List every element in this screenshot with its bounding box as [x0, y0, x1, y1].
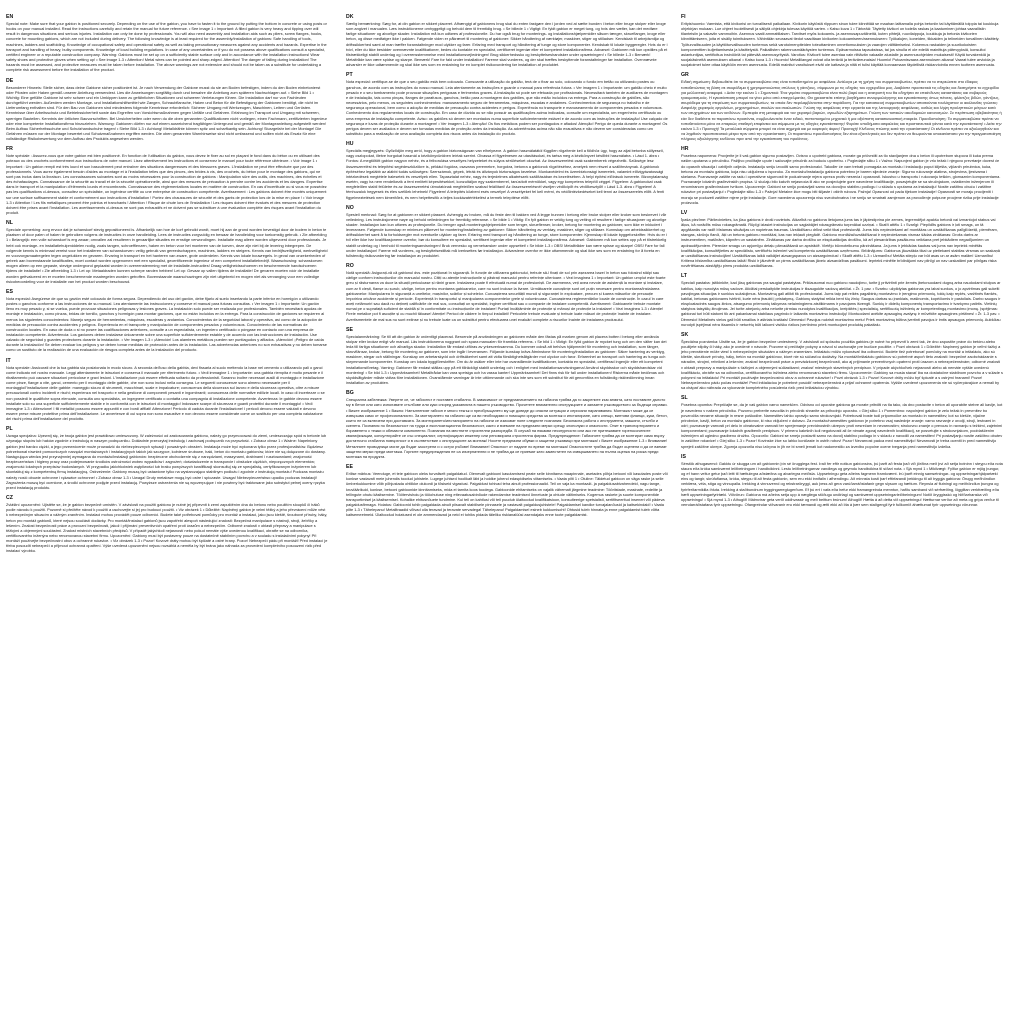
language-section-it: [6, 358, 328, 422]
language-section-dk: [346, 14, 668, 67]
language-section-en: [6, 14, 328, 73]
safety-note-text: Notă specială: Asigurați-vă că gabionul dvs. este poziționat în siguranță. În funcție de utilizarea gabionului, trebuie să-l fixați de sol prin așezarea bazei în beton sau folosind stâlpi sau cârlige conform instrucțiunilor din manualul nostru. Citiți cu atenție instrucțiunile și păstrați manualul pentru referințe ulterioare. • Vezi imaginea 1 • Important: Un gabion umplut este foarte greu și răsturnarea va duce la situații periculoase și răniri grave. Instalarea poate fi efectuată numai de profesioniști. De asemenea, veți avea nevoie de asistență la montare și instalare, cum ar fi clești, flanșe cu șurub, cârlige, beton pentru montarea gabioanelor, care nu sunt incluse la livrare. Următoarele cunoștințe sunt cel puțin necesare pentru montarea/instalarea gabioanelor: Manipularea în siguranță a uneltelor, mașinilor, scărilor și schelelor. Cunoașterea securității muncii și siguranței în exploatare, precum și luarea măsurilor de precauție împotriva oricăror accidente și pericole. Experiență în transportul și manipularea componentelor grele și voluminoase. Cunoașterea reglementărilor locale de construcție. În cazul în care aveți nelămuriri sau dacă nu dețineți calificările de mai sus, consultați un specialist, inginer certificat sau o companie de instalare competentă. Avertisment: Gabioanele trebuie montate numai pe o suprafață suficient de stabilă și în conformitate cu instrucțiunile de instalare! Purtați încălțăminte de protecție și mănuși de protecție la instalare! • Vezi imaginea 1-3 • Atenție! Firele metalice pot fi ascuțite și cu muchii tăioase! Atenție! Pericol de cădere în timpul instalării! Pericolele trebuie evaluate și trebuie luate măsuri de protecție înainte de instalare. Avertismentele de mai sus nu sunt extinse și nu trebuie luate ca un substitut pentru efectuarea unei evaluări complete a riscurilor înainte de instalarea produsului.: [346, 270, 666, 322]
safety-note-text: Special note: Make sure that your gabion is positioned securely. Depending on the use of the gabion, you have to fasten it to the ground by putting the bottom in concrete or using posts or hooks on your manual installed. Read the instructions carefully and retain the manual for future reference. • See image 1 • Important: A filled gabion is very heavy and tipping over will result in dangerous situations and serious injuries. Installation can only be done by professionals. You will also need assembly and installation aids such as pliers, screw flanges, hooks, concrete for mounting gabions, which are not included during delivery. The following knowledge is at least required for the assembly/installation of gabions: Safe handling of tools, machines, ladders and scaffolding. Knowledge of occupational safety and operational safety as well as taking precautionary measures against any accidents and hazards. Expertise in the transport and handling of heavy, bulky components. Knowledge of local building regulations. In case of any uncertainties or if you do not possess above qualifications consult a specialist, certified engineer or a reputable construction company. Warning: Gabions must be set up on a sufficiently stable surface only and in accordance with the installation instructions! Wear safety shoes and protective gloves when setting up! • See image 1-3 • Attention! Metal wires can be pointed and sharp-edged. Attention! The danger of falling during installation! The hazards must be assessed, and protective measures must be taken before installation. The above warnings are not extensive and should not be taken as a substitute for undertaking a complete risk assessment before the installation of the product.: [6, 21, 327, 73]
language-code: IS: [681, 453, 686, 460]
language-code: NL: [6, 220, 13, 227]
language-code: DE: [6, 77, 14, 84]
language-code: PL: [6, 426, 13, 433]
safety-note-text: Zvláštní upozornění: Ujistěte se, že je gabion bezpečně umístěn. V závislosti na použití gabionu je nutné jej připevnit k zemi zapuštěním dna do betonu nebo použitím sloupků či háků podle návodu k použití. Pozorně si přečtěte návod k použití a uschovejte si jej pro budoucí použití. • Viz obrázek 1 • Důležité: Naplněný gabion je velmi těžký a jeho převrácení může vést k nebezpečným situacím a vážným zraněním. Instalaci mohou provádět pouze odborníci. Budete také potřebovat pomůcky pro montáž a instalaci, jako jsou kleště, šroubové příruby, háky, beton pro montáž gabionů, které nejsou součástí dodávky. Pro montáž/instalaci gabionů jsou zapotřebí alespoň následující znalosti: Bezpečná manipulace s nástroji, stroji, žebříky a lešením. Znalost bezpečnosti práce a provozní bezpečnosti, jakož i přijímání preventivních opatření proti úrazům a nebezpečím. Odborné znalosti v oblasti přepravy a manipulace s těžkými a objemnými součástmi. Znalost místních stavebních předpisů. V případě jakýchkoli nejasností nebo pokud nemáte výše uvedenou kvalifikaci, obraťte se na odborníka, certifikovaného inženýra nebo renomovanou stavební firmu. Upozornění: Gabiony musí být postaveny pouze na dostatečně stabilním povrchu a v souladu s instalačními pokyny! Při montáži používejte bezpečnostní obuv a ochranné rukavice. • Viz obrázek 1-3 • Pozor! Kovové dráty mohou být špičaté a ostré hrany. Pozor! Nebezpečí pádu při montáži! Před instalací je třeba posoudit nebezpečí a přijmout ochranná opatření. Výše uvedená upozornění nejsou rozsáhlá a neměla by být brána jako náhrada za provedení kompletního posouzení rizik před instalací výrobku.: [6, 502, 328, 554]
language-code: HU: [346, 141, 354, 148]
language-section-de: [6, 78, 328, 142]
safety-note-text: Posebna napomena: Provjerite je li vaš gabion sigurno postavljen. Ovisno o upotrebi gabiona, morate ga pričvrstiti za tlo stavljanjem dna u beton ili upotrebom stupova ili kuka prema našim uputama u priručniku. Pažljivo pročitajte upute i sačuvajte priručnik za buduću upotrebu. • Pogledajte sliku 1 • Važno: Napunjeni gabion je vrlo težak i njegovo prevrtanje dovest će do opasnih situacija i ozbiljnih ozljeda. Instalaciju smiju izvoditi samo profesionalci. Također će vam trebati pomagala za montažu i instalaciju poput kliješta, vijčanih prirubnica, kuka, betona za montažu gabiona, koja nisu uključena u isporuku. Za montažu/instalaciju gabiona potrebno je barem sljedeće znanje: Sigurno rukovanje alatima, strojevima, ljestvama i skelama. Poznavanje zaštite na radu i operativne sigurnosti te poduzimanje mjera opreza protiv nesreća i opasnosti. Iskustvo u transportu i rukovanju teškim, glomaznim komponentama. Poznavanje lokalnih građevinskih propisa. U slučaju bilo kakvih nejasnoća ili ako ne posjedujete gore navedene kvalifikacije, posavjetujte se sa stručnjakom, ovlaštenim inženjerom ili renomiranom građevinskom tvrtkom. Upozorenje: Gabioni se smiju postavljati samo na dovoljno stabilnu podlogu i u skladu s uputama za instalaciju! Nosite zaštitnu obuću i zaštitne rukavice pri postavljanju! • Pogledajte sliku 1-3 • Pažnja! Metalne žice mogu biti šiljaste i oštrih rubova. Pažnja! Opasnost od pada tijekom instalacije! Opasnosti se moraju procijeniti i moraju se poduzeti zaštitne mjere prije instalacije. Gore navedena upozorenja nisu sveobuhvatna i ne smiju se smatrati zamjenom za provođenje potpune procjene rizika prije instalacije proizvoda.: [681, 153, 1001, 205]
safety-note-text: Spesiell merknad: Sørg for at gabionen er sikkert plassert. Avhengig av bruken, må du feste den til bakken ved å legge bunnen i betong eller bruke stolper eller kroker som beskrevet i vår veiledning. Les instruksjonene nøye og behold veiledningen for fremtidig referanse. • Se bilde 1 • Viktig: En fylt gabion er veldig tung og velting vil resultere i farlige situasjoner og alvorlige skader. Installasjon kan kun utføres av profesjonelle. Du trenger også monteringshjelpemidler som tenger, skrueflenser, kroker, betong for montering av gabioner, som ikke er inkludert i leveransen. Følgende kunnskap er minimum påkrevet for montering/installering av gabioner: Sikker håndtering av verktøy, maskiner, stiger og stillaser. Kunnskap om arbeidssikkerhet og driftssikkerhet samt å ta forholdsregler mot eventuelle ulykker og farer. Erfaring med transport og håndtering av tunge, store komponenter. Kjennskap til lokale byggeforskrifter. Hvis du er i tvil eller ikke har kvalifikasjonene ovenfor, bør du konsultere en spesialist, sertifisert ingeniør eller et kompetent installasjonsfirma. Advarsel: Gabionen må kun settes opp på et tilstrekkelig stabilt underlag og i henhold til monteringsanvisningen! Bruk vernesko og vernehansker under oppsettet! • Se bilde 1-3 • OBS! Metalltråder kan være spisse og skarpe! OBS! Fare for fall under installasjon! Farene må vurderes, og beskyttelsestiltak må iverksettes før installasjon. Advarslene ovenfor er ikke uttømmende og skal ikke ses som en erstatning for å foreta en fullstendig risikovurdering før installasjon av produktet.: [346, 211, 667, 258]
language-code: FR: [6, 146, 13, 153]
language-code: CZ: [6, 495, 13, 502]
language-section-ee: [346, 464, 668, 517]
language-code: EN: [6, 14, 14, 20]
language-section-ro: [346, 263, 668, 322]
language-section-hr: [681, 146, 1003, 205]
language-code: FI: [681, 14, 686, 20]
safety-note-text: Speciali pastaba: įsitikinkite, kad jūsų gabionas yra saugiai pastatytas. Priklausomai nuo gabiono naudojimo, turite jį pritvirtinti prie žemės įbetonuodami dugną arba naudodami stulpus ar kablius, kaip nurodyta mūsų vadove. Atidžiai perskaitykite instrukcijas ir išsaugokite vadovą ateičiai. • Žr. 1 pav. • Svarbu: užpildytas gabionas yra labai sunkus, o jo apvirtimas gali sukelti pavojingas situacijas ir sunkius sužalojimus. Montavimą gali atlikti tik profesionalai. Jums taip pat reikės pagalbinių montavimo ir įrengimo priemonių, tokių kaip replės, varžtinės flanšės, kabliai, betonas gabionams tvirtinti, kurie nėra įtraukti į pristatymą. Gabionų statybai reikia bent šių žinių: Saugus darbas su įrankiais, mašinomis, kopėčiomis ir pastoliais. Darbo saugos ir eksploatacinės saugos žinios, atsargumo priemonių taikymas nelaimingiems atsitikimams ir pavojams išvengti. Sunkių ir didelių komponentų transportavimo ir tvarkymo patirtis. Vietinių statybos taisyklių žinojimas. Jei turite abejonių arba neturite pirmiau nurodytos kvalifikacijos, kreipkitės į specialistą, sertifikuotą inžinierių ar kompetentingą montavimo įmonę. Įspėjimas: gabionai turi būti statomi tik ant pakankamai stabilaus pagrindo ir laikantis montavimo instrukcijų! Montuodami avėkite apsauginę avalynę ir mūvėkite apsaugines pirštines! • Žr. 1-3 pav. • Dėmesio! Metalinės vielos gali būti smailios ir aštriais kraštais! Dėmesio! Pavojus nukristi montavimo metu! Prieš montavimą būtina įvertinti pavojus ir imtis apsaugos priemonių. Aukščiau nurodyti įspėjimai nėra išsamūs ir neturėtų būti laikomi visiško rizikos įvertinimo prieš montuojant produktą pakaitalu.: [681, 280, 1001, 327]
language-code: BG: [346, 390, 354, 397]
language-section-nl: [6, 220, 328, 284]
language-code: ES: [6, 288, 13, 295]
language-code: RO: [346, 263, 354, 270]
column-left: [6, 14, 328, 559]
language-code: PT: [346, 72, 353, 79]
language-code: GR: [681, 72, 689, 79]
language-section-lt: [681, 273, 1003, 326]
safety-note-text: Ειδική σημείωση: Βεβαιωθείτε ότι το συρματοκιβώτιο σας είναι τοποθετημένο με ασφάλεια. Ανάλογα με τη χρήση του συρματοκιβωτίου, πρέπει να το στερεώσετε στο έδαφος τοποθετώντας τη βάση σε σκυρόδεμα ή χρησιμοποιώντας στύλους ή γάντζους, σύμφωνα με τις οδηγίες του εγχειριδίου μας. Διαβάστε προσεκτικά τις οδηγίες και διατηρήστε το εγχειρίδιο για μελλοντική αναφορά. • Δείτε την εικόνα 1 • Σημαντικό: Ένα γεμάτο συρματοκιβώτιο είναι πολύ βαρύ και η ανατροπή του θα οδηγήσει σε επικίνδυνες καταστάσεις και σοβαρούς τραυματισμούς. Η εγκατάσταση μπορεί να γίνει μόνο από επαγγελματίες. Θα χρειαστείτε επίσης βοηθήματα συναρμολόγησης και εγκατάστασης όπως πένσες, φλάντζες βιδών, γάντζους, σκυρόδεμα για τη στερέωση των συρματοκιβωτίων, τα οποία δεν περιλαμβάνονται στην παράδοση. Για την κατασκευή συρματοκιβωτίων απαιτούνται τουλάχιστον οι ακόλουθες γνώσεις: Ασφαλής χειρισμός εργαλείων, μηχανημάτων, σκαλών και σκαλωσιών. Γνώση της ασφάλειας στην εργασία και της λειτουργικής ασφάλειας, καθώς και λήψη προληπτικών μέτρων κατά των ατυχημάτων και των κινδύνων. Εμπειρία στη μεταφορά και τον χειρισμό βαριών, ογκωδών εξαρτημάτων. Γνώση των τοπικών οικοδομικών κανονισμών. Σε περίπτωση αβεβαιότητας ή εάν δεν διαθέτετε τα παραπάνω προσόντα, συμβουλευτείτε έναν ειδικό, πιστοποιημένο μηχανικό ή μια αξιόπιστη κατασκευαστική εταιρεία. Προειδοποίηση: Τα συρματοκιβώτια πρέπει να τοποθετούνται μόνο σε επαρκώς σταθερή επιφάνεια και σύμφωνα με τις οδηγίες εγκατάστασης! Φοράτε υποδήματα ασφαλείας και προστατευτικά γάντια κατά την εγκατάσταση! • Δείτε την εικόνα 1-3 • Προσοχή! Τα μεταλλικά σύρματα μπορεί να είναι αιχμηρά και με κοφτερές άκρες! Προσοχή! Κίνδυνος πτώσης κατά την εγκατάσταση! Οι κίνδυνοι πρέπει να αξιολογηθούν και να ληφθούν προστατευτικά μέτρα πριν από την εγκατάσταση. Οι παραπάνω προειδοποιήσεις δεν είναι εξαντλητικές και δεν πρέπει να θεωρούνται υποκατάστατο για την πραγματοποίηση πλήρους αξιολόγησης κινδύνου πριν από την εγκατάσταση του προϊόντος.: [681, 79, 1002, 142]
safety-note-text: Nota especial: Asegúrese de que su gavión esté colocado de forma segura. Dependiendo del uso del gavión, debe fijarlo al suelo insertando la parte inferior en hormigón o utilizando postes o ganchos conforme a las instrucciones de su manual. Lea atentamente las instrucciones y conserve el manual para futuras consultas. • Ver imagen 1 • Importante: Un gavión lleno es muy pesado y, si se vuelca, puede provocar situaciones peligrosas y lesiones graves. La instalación solo puede ser realizada por profesionales. También necesitará ayudas de montaje e instalación, como pinzas, bridas de tornillo, ganchos y hormigón para montar gaviones, que no están incluidos en la entrega. Para la construcción de gaviones se requieren al menos los siguientes conocimientos: Manejo seguro de herramientas, máquinas, escaleras y andamios. Conocimientos de la seguridad laboral y operativa, así como de la adopción de medidas de precaución contra accidentes y peligros. Experiencia en el transporte y manipulación de componentes pesados y voluminosos. Conocimiento de las normativas de construcción locales. En caso de duda o si no posee las cualificaciones anteriores, consulte a un especialista, un ingeniero certificado o póngase en contacto con una empresa de instalación competente. Advertencia: Los gaviones deben instalarse únicamente sobre una superficie suficientemente estable y de acuerdo con las instrucciones de instalación. Use calzado de seguridad y guantes protectores durante la instalación. • Ver imagen 1-3 • ¡Atención! Los alambres metálicos pueden ser puntiagudos y afilados. ¡Atención! ¡Peligro de caída durante la instalación! Se deben evaluar los peligros y se deben tomar medidas de protección antes de la instalación. Las advertencias anteriores no son exhaustivas y no deben tomarse como un sustituto de la realización de una evaluación de riesgos completa antes de la instalación del producto.: [6, 295, 327, 353]
language-section-bg: [346, 390, 668, 459]
language-code: SE: [346, 326, 353, 333]
language-code: NO: [346, 204, 354, 211]
language-section-hu: [346, 141, 668, 200]
language-section-fr: [6, 146, 328, 215]
language-code: DK: [346, 14, 354, 20]
safety-note-text: Specialanmärkning: Se till att din gabion är ordentligt placerad. Beroende på användningen av gabionen måste den fästas på marken genom att placera botten i betong eller använda stolpar eller krokar enligt vår manual. Läs instruktionerna noggrant och spara manualen för framtida referens. • Se bild 1 • Viktigt: En fylld gabion är mycket tung och om den välter kan det leda till farliga situationer och allvarliga skador. Installation får endast utföras av yrkesverksamma. Du kommer också att behöva hjälpmedel för montering och installation, som tänger, skruvflänsar, krokar, betong för montering av gabioner, som inte ingår i leveransen. Följande kunskap krävs åtminstone för montering/installation av gabioner: Säker hantering av verktyg, maskiner, stegar och ställningar. Kunskap om arbetarskydd och driftsäkerhet samt att vidta försiktighetsåtgärder mot olyckor och faror. Erfarenhet av transport och hantering av tunga och skrymmande komponenter. Kunskap om lokala byggföreskrifter. Om du är osäker eller inte har ovanstående kvalifikationer, kontakta en specialist, certifierad ingenjör eller ett kompetent installationsföretag. Varning: Gabioner får endast ställas upp på ett tillräckligt stabilt underlag och i enlighet med installationsanvisningarna! Använd skyddsskor och skyddshandskar vid montering! • Se bild 1-3 • Uppmärksamhet! Metalltrådar kan vara spetsiga och ha vassa kanter! Uppmärksamhet! Det finns risk för fall under installationen! Riskerna måste bedömas och skyddsåtgärder måste vidtas före installationen. Ovanstående varningar är inte uttömmande och ska inte ses som ett substitut för att genomföra en fullständig riskbedömning innan installation av produkten.: [346, 333, 667, 386]
safety-note-text: Sérstök athugasemd: Gakktu úr skugga um að gabíonnin þín sé örugglega fest. Það fer eftir notkun gabíonsins, þú þarft að festa það við jörðina með því að setja botninn í steypu eða nota staura eða króka samkvæmt leiðbeiningum í handbókinni. Lestu leiðbeiningarnar vandlega og geymdu handbókina til síðari nota. • Sjá mynd 1 • Mikilvægt: Fylltur gabíon er mjög þungur, og ef hann veltur getur það leitt til hættulegra aðstæðna og alvarlegra meiðsla. Uppsetningu geta aðeins fagmenn framkvæmt. Þú þarft einnig samsetningar- og uppsetningarhjálpartæki eins og tangir, skrúfuflansa, króka, steypu til að festa gabíonin, sem eru ekki innifalin í afhendingu. Að minnsta kosti þarf eftirfarandi þekkingu til að byggja gabíona: Örugg meðhöndlun verkfæra, véla, stiga og vinnupalla. Þekking á vinnuvernd og rekstraröryggi, auk þess að gera varúðarráðstafanir gegn slysum og hættum. Reynsla af flutningi og meðhöndlun þungra og fyrirferðarmikilla íhluta. Þekking á staðbundnum byggingarreglugerðum. Ef þú ert í vafa eða hefur ekki framangreinda menntun, hafðu samband við sérfræðing, löggiltan verkfræðing eða hæft uppsetningarfyrirtæki. Viðvörun: Gabíona má aðeins setja upp á nægilega stöðugu undirlagi og samkvæmt uppsetningarleiðbeiningum! Notið öryggisskó og hlífðarhanska við uppsetningu! • Sjá mynd 1-3 • Athugið! Málmvírar geta verið oddhvassir og með beittum brúnum! Athugið! Hætta á að detta við uppsetningu! Hætturnar verður að meta og grípa verður til verndarráðstafana fyrir uppsetningu. Ofangreindar viðvaranir eru ekki tæmandi og ætti ekki að líta á þær sem staðgengil fyrir fullkomið áhættumat fyrir uppsetningu vörunnar.: [681, 460, 1003, 508]
language-code: HR: [681, 146, 689, 153]
language-section-sl: [681, 395, 1003, 448]
language-section-lv: [681, 210, 1003, 269]
safety-note-text: Nota speciale: Assicurati che la tua gabbia sia posizionata in modo sicuro. A seconda dell'uso della gabbia, devi fissarla al suolo mettendo la base nel cemento o utilizzando pali o ganci come indicato nel nostro manuale. Leggi attentamente le istruzioni e conserva il manuale per riferimento futuro. • Vedi immagine 1 • Importante: una gabbia riempita è molto pesante e il ribaltamento può causare situazioni pericolose e gravi lesioni. L'installazione può essere effettuata soltanto da professionisti. Saranno inoltre necessari ausili di montaggio e installazione come pinze, flange a vite, ganci, cemento per il montaggio delle gabbie, che non sono inclusi nella consegna. Le seguenti conoscenze sono almeno necessarie per il montaggio/l'installazione delle gabbie: maneggio sicuro di strumenti, macchinari, scale e impalcature; conoscenza della sicurezza sul lavoro e della sicurezza operativa, oltre a misure precauzionali contro incidenti e rischi; esperienza nel trasporto e nella gestione di componenti pesanti e ingombranti; conoscenza delle normative edilizie locali. In caso di incertezze o se non possiedi le qualifiche sopra elencate, consulta uno specialista, un ingegnere certificato o contatta una compagnia di installazione competente. Avvertenza: le gabbie devono essere installate solo su una superficie sufficientemente stabile e in conformità con le istruzioni di montaggio! Indossare scarpe di sicurezza e guanti protettivi durante il montaggio! • Vedi immagine 1-3 • Attenzione! I fili metallici possono essere appuntiti e con bordi affilati! Attenzione! Pericolo di caduta durante l'installazione! I pericoli devono essere valutati e devono essere prese misure protettive prima dell'installazione. Le avvertenze di cui sopra non sono esaustive e non devono essere considerate come un sostituto per una completa valutazione dei rischi prima dell'installazione del prodotto.: [6, 364, 325, 422]
language-code: LT: [681, 273, 687, 280]
safety-note-text: Uwaga specjalna: Upewnij się, że twoja gabion jest prawidłowo umieszczony. W zależności od zastosowania gabionu, należy go przymocować do ziemi, umieszczając spód w betonie lub używając słupów lub haków zgodnie z instrukcją w naszym podręczniku. Dokładnie przeczytaj instrukcję i zachowaj podręcznik na przyszłość. • Zobacz obraz 1 • Ważne: Napełniony gabion jest bardzo ciężki, a jego przewrócenie może prowadzić do niebezpiecznych sytuacji i poważnych obrażeń. Instalacja może być wykonana tylko przez profesjonalistów. Będziesz potrzebował również pomocniczych narzędzi montażowych i instalacyjnych takich jak szczypce, kołnierze śrubowe, haki, beton do montażu gabionów, które nie są dołączone do dostawy. Następująca wiedza jest przynajmniej wymagana do montażu/instalacji gabionów: bezpieczne obchodzenie się z narzędziami, maszynami, drabinami i rusztowaniami; znajomość bezpieczeństwa i higieny pracy oraz podejmowanie środków ostrożności wobec wypadków i zagrożeń; doświadczenie w transporcie i obsłudze ciężkich, nieporęcznych elementów; znajomość lokalnych przepisów budowlanych. W przypadku jakichkolwiek wątpliwości lub braku powyższych kwalifikacji skonsultuj się ze specjalistą, certyfikowanym inżynierem lub skontaktuj się z kompetentną firmą instalacyjną. Ostrzeżenie: Gabiony muszą być ustawione tylko na wystarczająco stabilnym podłożu i zgodnie z instrukcją montażu! Podczas montażu należy nosić obuwie ochronne i rękawice ochronne! • Zobacz obraz 1-3 • Uwaga! Druty metalowe mogą być ostre i spiczaste. Uwaga! Niebezpieczeństwo upadku podczas instalacji! Zagrożenia muszą być ocenione, a środki ochronne podjęte przed instalacją. Powyższe ostrzeżenia nie są wyczerpujące i nie powinny być traktowane jako substytut pełnej oceny ryzyka przed instalacją produktu.: [6, 433, 327, 490]
column-right: [681, 14, 1003, 512]
safety-note-text: Speciale opmerking: zorg ervoor dat je schanskorf stevig gepositioneerd is. Afhankelijk van hoe de korf gebruikt wordt, moet hij aan de grond worden bevestigd door de bodem in beton te plaatsen of door palen of haken te gebruiken volgens de instructies in onze handleiding. Lees de instructies zorgvuldig en bewaar de handleiding voor toekomstig gebruik. • Zie afbeelding 1 • Belangrijk: een volle schanskorf is erg zwaar; omvallen zal resulteren in gevaarlijke situaties en ernstige verwondingen. Installatie mag alleen worden uitgevoerd door professionals. Je hebt ook montage- en installatiehulpmiddelen nodig, zoals tangen, schroefflenzen, haken en beton voor het monteren van de korven, deze zijn niet bij de levering inbegrepen. De volgende kennis is minimaal vereist voor het installeren van schanskorven: veilig gebruik van gereedschappen, machines, ladders en steigers. Kennis van bedrijfsveiligheid, werkveiligheid en voorzorgsmaatregelen tegen ongelukken en gevaren. Ervaring in transport en het hanteren van zware, grote onderdelen. Kennis van lokale bouwregels. In geval van onzekerheden of gebrek aan bovenstaande kwalificaties, moet contact worden opgenomen met een specialist, gecertificeerde ingenieur of een competent installatiebedrijf. Waarschuwing: schanskorven mogen alleen op een gepaste, stevige ondergrond geplaatst worden in overeenstemming met de installatie-instructies! Draag veiligheidsschoenen en beschermende handschoenen tijdens de installatie! • Zie afbeelding 1-3 • Let op: Metaaldraden kunnen scherpe randen hebben! Let op: Gevaar op vallen tijdens de installatie! De gevaren moeten vóór de installatie worden geëvalueerd en er moeten beschermende maatregelen worden getroffen. Bovenstaande waarschuwingen zijn niet uitgebreid en mogen niet als vervanging voor een volledige risicobeoordeling voor de installatie van het product worden beschouwd.: [6, 227, 328, 284]
safety-note-text: Posebna opomba: Prepričajte se, da je vaš gabion varno nameščen. Odvisno od uporabe gabiona ga morate pritrditi na tla tako, da dno postavite v beton ali uporabite stebre ali kavlje, kot je navedeno v našem priročniku. Pozorno preberite navodila in priročnik shranite za prihodnjo uporabo. • Glej sliko 1 • Pomembno: napolnjeni gabion je zelo težak in prevrnitev bo povzročila nevarne situacije in resne poškodbe. Namestitev lahko opravijo samo strokovnjaki. Potrebovali boste tudi pripomočke za montažo in namestitev, kot so klešče, vijačne prirobnice, kavlji, beton za montažo gabionov, ki niso vključeni v dobavo. Za montažo/namestitev gabionov je potrebno vsaj naslednje znanje: varno ravnanje z orodji, stroji, lestvami in odri; poznavanje varnosti pri delu in obratovalne varnosti ter sprejemanje previdnostnih ukrepov proti nesrečam in nevarnostim; strokovno znanje o prevozu in ravnanju s težkimi, zajetnimi komponentami; poznavanje lokalnih gradbenih predpisov. V primeru kakršnih koli negotovosti ali če nimate zgoraj navedenih kvalifikacij, se posvetujte s strokovnjakom, pooblaščenim inženirjem ali ugledno gradbeno družbo. Opozorilo: Gabioni se smejo postaviti samo na dovolj stabilno podlago in v skladu z navodili za namestitev! Pri postavljanju nosite zaščitno obutev in zaščitne rokavice! • Glej sliko 1-3 • Pozor! Kovinske žice so lahko koničaste in ostrih robov! Pozor! Nevarnost padca med namestitvijo! Nevarnosti je treba oceniti in pred namestitvijo sprejeti zaščitne ukrepe. Zgornja opozorila niso izčrpna in jih ne bi smeli jemati kot nadomestilo za izvedbo popolne ocene tveganja pred namestitvijo izdelka.: [681, 402, 1003, 449]
language-section-gr: [681, 72, 1003, 141]
safety-note-text: Nota especial: certifique-se de que o seu gabião está bem colocado. Consoante a utilização do gabião, terá de o fixar ao solo, colocando o fundo em betão ou utilizando postes ou ganchos, de acordo com as instruções do nosso manual. Leia atentamente as instruções e guarde o manual para referência futura. • Ver imagem 1 • Importante: um gabião cheio é muito pesado e o seu tombamento pode provocar situações perigosas e ferimentos graves. A instalação só pode ser efetuada por profissionais. Necessitará também de auxiliares de montagem e de instalação, tais como pinças, flanges de parafusos, ganchos, betão para a montagem dos gabiões, que não estão incluídos na entrega. Para a construção de gabiões, são necessários, pelo menos, os seguintes conhecimentos: manuseamento seguro de ferramentas, máquinas, escadas e andaimes. Conhecimentos de segurança no trabalho e de segurança operacional, bem como a adoção de medidas de precaução contra acidentes e perigos. Experiência no transporte e manuseamento de componentes pesados e volumosos. Conhecimento dos regulamentos locais de construção. Em caso de dúvida ou se não possuir as qualificações acima indicadas, consulte um especialista, um engenheiro certificado ou uma empresa de instalação competente. Aviso: os gabiões só devem ser montados numa superfície suficientemente estável e de acordo com as instruções de instalação! Use calçado de segurança e luvas de proteção durante a montagem! • Ver imagem 1-3 • Atenção! Os fios metálicos podem ser pontiagudos e afiados! Atenção! Perigo de queda durante a montagem! Os perigos devem ser avaliados e devem ser tomadas medidas de proteção antes da instalação. As advertências acima não são exaustivas e não devem ser consideradas como um substituto para a realização de uma avaliação completa dos riscos antes da instalação do produto.: [346, 79, 668, 136]
language-section-pt: [346, 72, 668, 136]
safety-note-text: Īpaša piezīme: Pārliecinieties, ka jūsu gabions ir droši novietots. Atkarībā no gabiona lietojuma jums tas ir jāpiestiprina pie zemes, iegremdējot apakšu betonā vai izmantojot stabus vai āķus, kā norādīts mūsu rokasgrāmatā. Rūpīgi izlasiet instrukcijas un saglabājiet rokasgrāmatu turpmākai uzziņai. • Skatīt attēlu 1 • Svarīgi: Piepildīts gabions ir ļoti smags, un tā apgāšanās var radīt bīstamas situācijas un nopietnas traumas. Uzstādīšanu drīkst veikt tikai profesionāļi. Jums būs nepieciešami arī montāžas un uzstādīšanas palīglīdzekļi, piemēram, stangas, skrūvju flanči, āķi un betons gabionu montāžai, kas nav iekļauti piegādē. Gabionu montāžai/uzstādīšanai ir nepieciešamas vismaz šādas zināšanas: Drošs darbs ar instrumentiem, mašīnām, kāpnēm un sastatnēm. Zināšanas par darba drošību un ekspluatācijas drošību, kā arī piesardzības pasākumu veikšana pret jebkādiem negadījumiem un apdraudējumiem. Pieredze smagu un apjomīgu detaļu pārvadāšanā un apstrādē. Vietējo būvnoteikumu pārzināšana. Ja jums ir jebkādas šaubas vai jums nav iepriekš minētās kvalifikācijas, konsultējieties ar speciālistu, sertificētu inženieri vai kompetentu uzstādīšanas uzņēmumu. Brīdinājums: Gabionus jāuzstāda tikai uz pietiekami stabilas virsmas un saskaņā ar uzstādīšanas instrukcijām! Uzstādīšanas laikā valkājiet aizsargapavus un aizsargcimdus! • Skatīt attēlu 1-3 • Uzmanību! Metāla stiepļu var būt asas un ar asām malām! Uzmanību! Kritiena bīstamība uzstādīšanas laikā! Riski ir jāizvērtē un pirms uzstādīšanas jāveic aizsardzības pasākumi. Iepriekš minētie brīdinājumi nav pilnīgi un nav uzskatāmi par pilnīgas riska novērtēšanas aizstājēju pirms produkta uzstādīšanas.: [681, 216, 1000, 269]
language-section-cz: [6, 495, 328, 554]
safety-note-text: Særlig bemærkning: Sørg for, at din gabion er sikkert placeret. Afhængigt af gabionens brug skal du enten fastgøre den i jorden ved at sætte bunden i beton eller bruge stolper eller kroge som angivet i manualen. Læs instruktionerne omhyggeligt og behold dem til fremtidig brug. • Se billede 1 • Vigtigt: En fyldt gabion er meget tung, og hvis den vælter, kan det medføre farlige situationer og alvorlige skader. Installation må kun udføres af professionelle. Du har også brug for monterings- og installationshjælpemidler såsom tænger, skrueflanger, kroge eller beton, og disse medfølger ikke i pakken. Følgende viden er påkrævet til montering af gabioner: Sikker håndtering af værktøjer, maskiner, stiger og stilladser. Kendskab til arbejdsmiljø og driftssikkerhed samt at man træffer foranstaltninger mod ulykker og farer. Erfaring med transport og håndtering af tunge og store komponenter. Kendskab til lokale byggeregler. Hvis du er i tvivl, eller du ikke besidder ovennævnte kvalifikationer, bedes du kontakte en specialist, certificeret ingeniør eller et kompetent installationsfirma. Advarsel: Gabionen må kun opstilles på et tilstrækkeligt stabilt underlag og i overensstemmelse med installationsvejledningen! Brug sikkerhedssko og beskyttelseshandsker under opsætningen! • Se billede 1-3 • Bemærk! Metaltråde kan være spidse og skarpe. Bemærk! Fare for fald under installation! Farerne skal vurderes, og der skal træffes beskyttende foranstaltninger før installation. Ovennævnte advarsler er ikke udtømmende og skal ikke ses som en erstatning for en komplet risikovurdering før installation af produktet.: [346, 21, 668, 68]
language-code: LV: [681, 209, 688, 216]
language-code: SL: [681, 395, 688, 402]
language-section-no: [346, 205, 668, 258]
language-code: EE: [346, 464, 353, 471]
language-section-sk: [681, 332, 1003, 391]
language-code: SK: [681, 331, 689, 338]
safety-note-text: Speciális megjegyzés: Győződjön meg arról, hogy a gabion biztonságosan van elhelyezve. A gabion használatától függően rögzítenie kell a földhöz úgy, hogy az aljat betonba süllyeszti, vagy oszlopokat, illetve horgokat használ a kézikönyvünkben leírtak szerint. Olvassa el figyelmesen az utasításokat, és tartsa meg a kézikönyvet későbbi használatra. • Lásd 1. ábra • Fontos: A megtöltött gabion nagyon nehéz, és a felborulása veszélyes helyzeteket és súlyos sérüléseket okozhat. Az összeszerelést csak szakemberek végezhetik. Szüksége lesz összeszerelési és telepítési segédeszközökre is, például fogókra, csavaros peremekre, horgokra, betonra a gabionok rögzítéséhez, amelyek nem részei a szállítmánynak. A gabionok építéséhez legalább az alábbi tudás szükséges: Szerszámok, gépek, létrák és állványok biztonságos kezelése. Munkavédelmi és üzembiztonsági ismeretek, valamint elővigyázatossági intézkedések megtétele balesetek és veszélyek ellen. Tapasztalat nehéz, nagy és terjedelmes alkatrészek szállításában és kezelésében. A helyi építési előírások ismerete. Bizonytalanság esetén, vagy ha nem rendelkezik a fent említett képesítésekkel, konzultáljon egy szakemberrel, tanúsított mérnökkel, vagy egy kompetens telepítő céggel. Figyelem: A gabionokat csak megfelelően stabil felületre és az összeszerelési útmutatónak megfelelően szabad felállítani! Az összeszerelésnél viseljen védőcipőt és védőkesztyűt! • Lásd 1-3. ábra • Figyelem! A fémhuzalok hegyesek és éles szélűek lehetnek! Figyelem! A telepítés közbeni esés veszélye! A veszélyeket fel kell mérni, és védőintézkedéseket kell tenni az összeszerelés előtt. A fenti figyelmeztetések nem kimerítőek, és nem helyettesítik a teljes kockázatértékelést a termék telepítése előtt.: [346, 148, 668, 200]
language-section-se: [346, 327, 668, 386]
language-section-es: [6, 289, 328, 353]
safety-note-text: Erityishuomio: Varmista, että kivikorisi on turvallisesti paikallaan. Kivikorin käytöstä riippuen sinun tulee kiinnittää se maahan laittamalla pohja betoniin tai käyttämällä tolppia tai koukkuja ohjekirjan mukaan. Lue ohjeet huolellisesti ja säilytä ohjekirja tulevaa käyttöä varten. • Katso kuva 1 • Tärkeää: Täytetty kivikori on todella raskas ja kaatuminen johtaa vaarallisiin tilanteisiin ja vakaviin vammoihin. Asennus vaatii ammattilaisen. Tarvitset myös kokoamis- ja asennusapuvälineitä, kuten pihtejä, ruuvilaippoja, koukkuja ja betonia kivikorien kiinnittämiseen, joita ei sisälly toimitukseen. Vähintään seuraavat tiedot vaaditaan kivikorien kokoamiseen/asennukseen: Työkalujen, koneiden, tikkaiden ja telineiden turvallinen käsittely. Työturvallisuuden ja käyttöturvallisuuden tuntemus sekä varotoimenpiteiden toteuttaminen onnettomuuksien ja vaarojen välttämiseksi. Kokemus raskaiden ja suurikokoisten komponenttien kuljettamisesta ja käsittelystä. Paikallisten rakennusmääräysten tuntemus. Epävarmoissa tapauksissa, tai jos sinulla ei ole edellä mainittuja pätevyyksiä, konsultoi asiantuntijaa, sertifioitua insinööriä tai pätevää asennusyritystä. Varoitus: Kivikorit tulee asentaa vain riittävän vakaalle alustalle ja asennusohjeiden mukaisesti! Käytä turvakenkiä ja suojakäsineitä asennuksen aikana! • Katso kuva 1-3 • Huomio! Metallilangat voivat olla teräviä ja teräväreunaisia! Huomio! Putoamisvaara asennuksen aikana! Vaarat tulee arvioida ja suojatoimet tulee ottaa käyttöön ennen asennusta. Edellä mainitut varoitukset eivät ole kattavia ja niitä ei tulisi käyttää korvaamaan täydellistä riskiarviointia ennen tuotteen asennusta.: [681, 21, 1000, 68]
language-code: IT: [6, 357, 11, 364]
language-section-is: [681, 454, 1003, 507]
language-section-pl: [6, 426, 328, 490]
safety-note-text: Note spéciale : Assurez-vous que votre gabion est bien positionné. En fonction de l'utilisation du gabion, vous devez le fixer au sol en plaçant le fond dans du béton ou en utilisant des poteaux ou des crochets conformément aux instructions de votre manuel. Lisez attentivement les instructions et conservez le manuel pour toute référence ultérieure. • Voir image 1 • Important : Un gabion rempli est très lourd et son basculement peut entraîner des situations dangereuses et des blessures graves. L'installation ne peut être effectuée que par des professionnels. Vous aurez également besoin d'aides au montage et à l'installation telles que des pinces, des brides à vis, des crochets, du béton pour le montage des gabions, qui ne sont pas inclus dans la livraison. Les connaissances suivantes sont au moins nécessaires pour la construction de gabions : Manipulation sûre des outils, des machines, des échelles et des échafaudages. Connaissance de la sécurité au travail et de la sécurité opérationnelle, ainsi que des mesures de précaution à prendre contre les accidents et les dangers. Expertise dans le transport et la manipulation d'éléments lourds et encombrants. Connaissance des réglementations locales en matière de construction. En cas d'incertitude ou si vous ne possédez pas les qualifications ci-dessus, consultez un spécialiste, un ingénieur certifié ou une entreprise de construction compétente. Avertissement : Les gabions doivent être montés uniquement sur une surface suffisamment stable et conformément aux instructions d'installation ! Portez des chaussures de sécurité et des gants de protection lors de la mise en place ! • Voir image 1-3 • Attention ! Les fils métalliques peuvent être pointus et tranchants ! Attention ! Risque de chute lors de l'installation ! Les risques doivent être évalués et des mesures de protection doivent être prises avant l'installation. Les avertissements ci-dessus ne sont pas exhaustifs et ne doivent pas se substituer à une évaluation complète des risques avant l'installation du produit.: [6, 153, 327, 215]
safety-note-text: Erilise märkus: Veenduge, et teie gabioon oleks turvaliselt paigaldatud. Olenevalt gabiooni kasutamisest peate selle kinnitama maapinnale, asetades põhja betooni või kasutades poste või konkse vastavalt meie juhendis toodud juhistele. Lugege juhised hoolikalt läbi ja hoidke juhend edaspidiseks viitamiseks. • Vaata pilti 1 • Oluline: Täidetud gabioon on väga raske ja selle ümberkukkumine võib põhjustada ohtlikke olukordi ja tõsiseid vigastusi. Paigaldust tohivad teha ainult professionaalid. Teil on vaja ka montaaži- ja paigaldusabivahendeid, nagu tange, kruviäärikuid, konkse, betooni gabioonide kinnitamiseks, mida ei tarnita koos toodega. Gabioonide ehitamiseks on vajalik vähemalt järgmine teadmine: Tööriistade, masinate, redelite ja tellingute ohutu käsitsemine. Töötervishoiu ja tööohutuse ning ettevaatusabinõude rakendamise teadmised õnnetuste ja ohtude vältimiseks. Kogemus raskete ja suurte komponentide transportimisel ja käsitsemisel. Kohalike ehitusnõuete tundmine. Kui teil on kahtlusi või teil puudub ülaltoodud kvalifikatsioon, konsulteerige spetsialisti, sertifitseeritud inseneri või pädeva paigaldusfirmaga. Hoiatus: Gabioonid tohib paigaldada ainult piisavalt stabiilsele pinnasele ja vastavalt paigaldusjuhistele! Paigaldamisel kandke turvajalanõusid ja kaitsekindaid! • Vaata pilte 1-3 • Tähelepanu! Metalltraadid võivad olla teravad ja teravate servadega! Tähelepanu! Paigaldamisel esineb kukkumisoht! Ohtusid tuleb hinnata ja enne paigaldamist tuleb võtta kaitsemeetmeid. Ülaltoodud hoiatused ei ole ammendavad ja neid ei tohiks pidada täieliku riskianalüüsi asendajaks enne toote paigaldamist.: [346, 471, 668, 518]
safety-note-text: Besonderer Hinweis: Stelle sicher, dass deine Gabione sicher positioniert ist. Je nach Verwendung der Gabione musst du sie am Boden befestigen, indem du den Boden einbetonierst oder Pfosten oder Haken gemäß unserer Anleitung verwendest. Lies die Anweisungen sorgfältig durch und bewahre die Anleitung zum späteren Nachschlagen auf. • Siehe Bild 1 • Wichtig: Eine gefüllte Gabione ist sehr schwer und ein Umkippen kann zu gefährlichen Situationen und schweren Verletzungen führen. Die Installation darf nur von Fachleuten durchgeführt werden. Außerdem werden Montage- und Installationshilfsmittel wie Zangen, Schraubflansche, Haken und Beton für die Befestigung der Gabionen benötigt, die nicht im Lieferumfang enthalten sind. Für den Bau von Gabionen sind mindestens folgende Kenntnisse erforderlich: Sicherer Umgang mit Werkzeugen, Maschinen, Leitern und Gerüsten. Kenntnisse über Arbeitsschutz und Betriebssicherheit sowie das Ergreifen von Vorsichtsmaßnahmen gegen Unfälle und Gefahren. Erfahrung im Transport und Umgang mit schweren, sperrigen Bauteilen. Kenntnis der örtlichen Bauvorschriften. Bei Unsicherheiten oder wenn du die oben genannten Qualifikationen nicht vorliegen, einen Fachmann, zertifizierten Ingenieur oder eine kompetente Installationsfirma hinzuziehen. Warnung: Gabionen dürfen nur auf einem ausreichend tragfähigen Untergrund und gemäß der Montageanleitung aufgestellt werden! Beim Aufbau Sicherheitsschuhe und Schutzhandschuhe tragen! • Siehe Bild 1-3 • Achtung! Metalldrähte können spitz und scharfkantig sein. Achtung! Sturzgefahr bei der Montage! Die Gefahren müssen vor der Montage bewertet und Schutzmaßnahmen ergriffen werden. Die oben genannten Warnhinweise sind nicht umfassend und sollten nicht als Ersatz für eine vollständige Risikobewertung vor dem Aufbau des Produkts angesehen werden.: [6, 84, 327, 142]
safety-note-text: Špeciálna poznámka: Uistite sa, že je gabion bezpečne umiestnený. V závislosti od spôsobu použitia gabiónu je nutné ho pripevniť k zemi tak, že dno zapustíte práve do betónu alebo použijete stĺpiky či háky, ako je uvedené v návode. Pozorne si prečítajte pokyny a návod si uschovajte pre budúce použitie. • Pozri obrázok 1 • Dôležité: Naplnený gabion je veľmi ťažký a jeho prevrátenie môže viesť k nebezpečným situáciám a vážnym zraneniam. Inštaláciu môžu vykonávať iba odborníci. Budete tiež potrebovať pomôcky na montáž a inštaláciu, ako sú kliešte, skrutkové príruby, háky, betón na montáž gabiónov, ktoré nie sú súčasťou dodávky. Na montáž/inštaláciu gabiónov sú potrebné aspoň tieto znalosti: bezpečné zaobchádzanie s náradím, strojmi, rebríkmi a lešením; znalosť bezpečnosti práce a prevádzkovej bezpečnosti, ako aj prijímanie preventívnych opatrení proti úrazom a nebezpečenstvám; odborné znalosti v oblasti prepravy a manipulácie s ťažkými a objemnými súčiastkami; znalosť miestnych stavebných predpisov. V prípade akýchkoľvek nejasností alebo ak nemáte vyššie uvedenú kvalifikáciu, obráťte sa na odborníka, certifikovaného inžiniera alebo renomovanú stavebnú firmu. Upozornenie: Gabióny sa musia stavať iba na dostatočne stabilnom povrchu a v súlade s pokynmi na inštaláciu! Pri montáži používajte bezpečnostnú obuv a ochranné rukavice! • Pozri obrázok 1-3 • Pozor! Kovové drôty môžu byť špicaté a s ostrými hranami! Pozor! Nebezpečenstvo pádu počas montáže! Pred inštaláciou je potrebné posúdiť nebezpečenstvá a prijať ochranné opatrenia. Vyššie uvedené upozornenia nie sú vyčerpávajúce a nemali by sa chápať ako náhrada za vykonanie kompletného posúdenia rizík pred inštaláciou výrobku.: [681, 338, 1003, 391]
safety-note-text: Специална забележка: Уверете се, че габионът е поставен стабилно. В зависимост от предназначението на габиона трябва да го закрепите към земята, като поставите дъното му в бетон или като използвате стълбове или куки според указанията в нашето ръководство. Прочетете внимателно инструкциите и запазете ръководството за бъдещи справки. • Вижте изображение 1 • Важно: Напълненият габион е много тежък и преобръщането му ще доведе до опасни ситуации и сериозни наранявания. Монтажът може да се извършва само от професионалисти. За монтирането на габиони ще са ви необходими и помощни средства за монтаж и инсталиране, като клещи, винтови фланци, куки, бетон, които не са включени при доставката. За монтирането/инсталирането на габиони се изискват поне следните познания: Безопасна работа с инструменти, машини, стълби и скелета. Познания по безопасност на труда и експлоатационна безопасност, както и вземане на предпазни мерки срещу злополуки и опасности. Опит в транспортирането и боравенето с тежки и обемисти компоненти. Познания на местните строителни разпоредби. В случай на някакви несигурности или ако не притежавате горепосочените квалификации, консултирайте се със специалист, сертифициран инженер или реномирана строителна фирма. Предупреждение: Габионите трябва да се монтират само върху достатъчно стабилна повърхност и в съответствие с инструкциите за монтаж! Носете предпазни обувки и защитни ръкавици при монтажа! • Вижте изображение 1-3 • Внимание! Металните проводници могат да бъдат заострени и с остри ръбове! Внимание! Опасност от падане по време на монтажа! Опасностите трябва да бъдат оценени и да се вземат защитни мерки преди монтажа. Горните предупреждения не са изчерпателни и не трябва да се приемат като заместител на извършването на пълна оценка на риска преди монтажа на продукта.: [346, 397, 668, 459]
language-section-fi: [681, 14, 1003, 67]
column-middle: [346, 14, 668, 523]
